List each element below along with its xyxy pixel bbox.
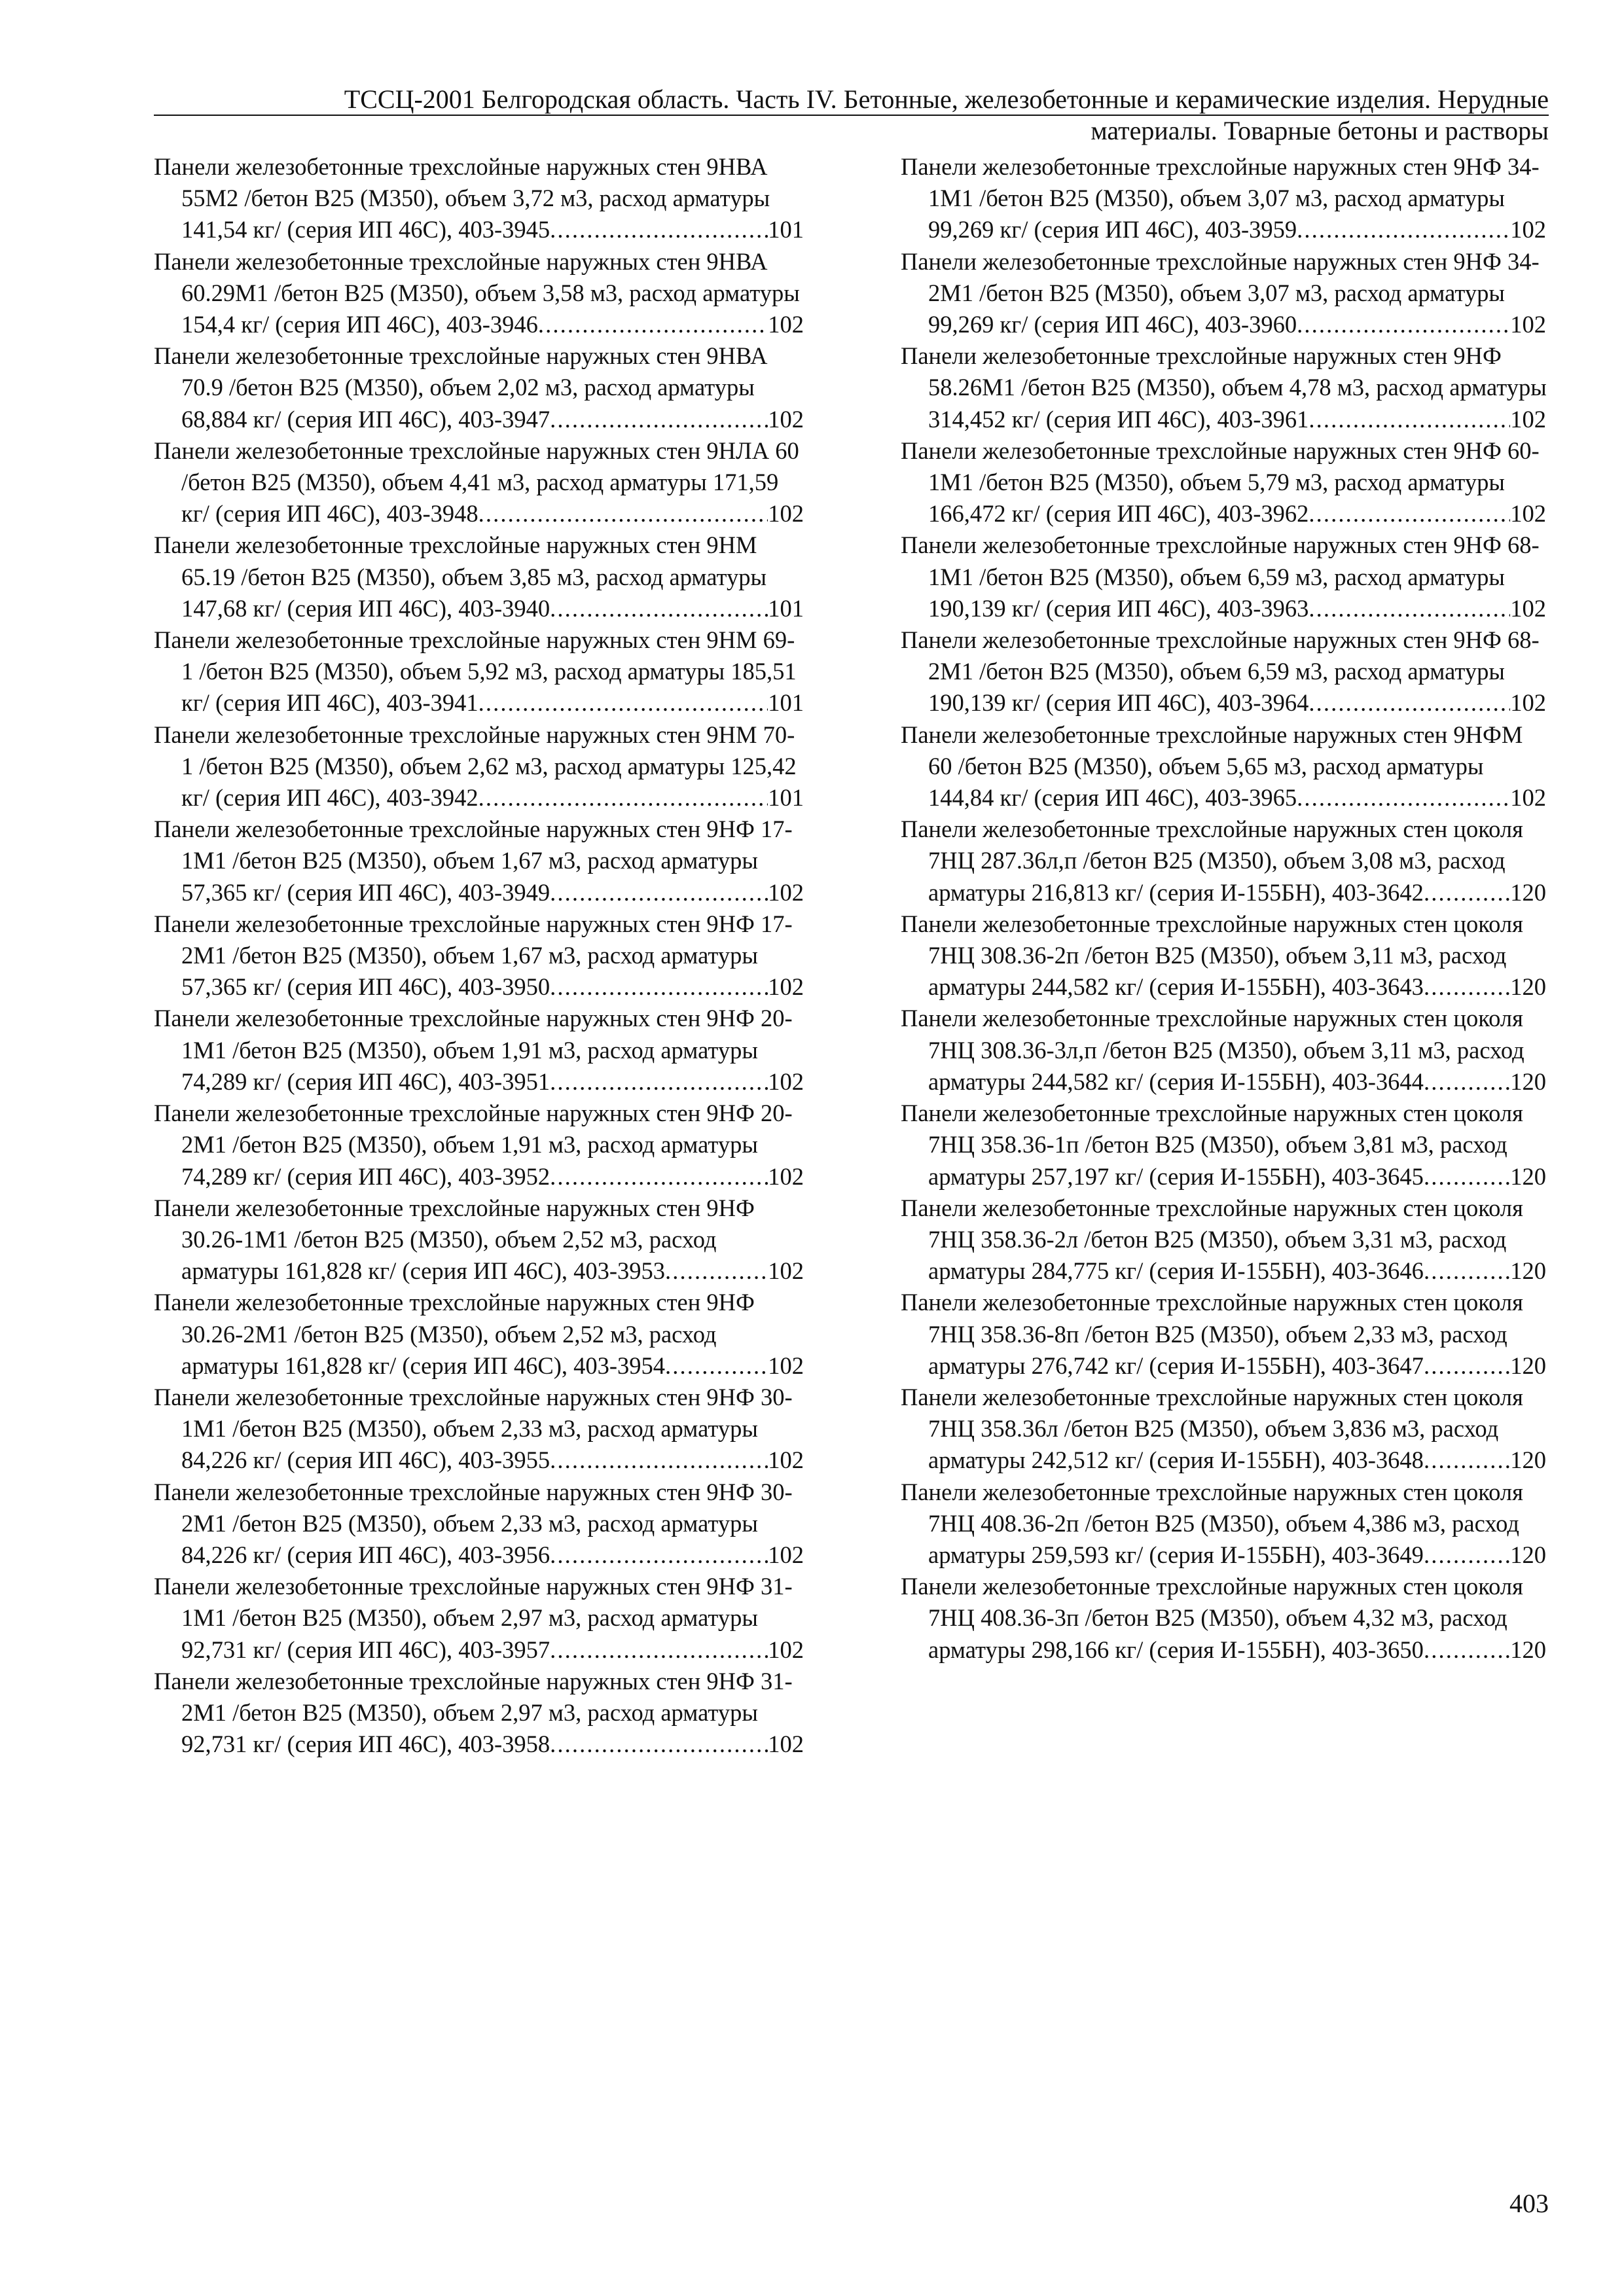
index-entry [901, 814, 1549, 908]
dot-leader [1424, 1161, 1510, 1193]
index-entry [154, 624, 806, 719]
dot-leader [1424, 1634, 1510, 1666]
index-entry [154, 1003, 806, 1098]
index-entry-text: Панели железобетонные трехслойные наружных стен 9НФ 34-2М1 /бетон В25 (М350), объем 3,07 м3, расход арматуры 99,269 кг/ (серия ИП 46С), 403-3960 [901, 247, 1540, 338]
index-entry [901, 719, 1549, 814]
index-entry-page: 102 [768, 1636, 804, 1663]
index-entry-text: Панели железобетонные трехслойные наружных стен 9НФ 34-1М1 /бетон В25 (М350), объем 3,07 м3, расход арматуры 99,269 кг/ (серия ИП 46С), 403-3959 [901, 153, 1540, 243]
index-entry [154, 1666, 806, 1761]
dot-leader [1297, 214, 1510, 245]
dot-leader [1424, 971, 1510, 1003]
index-entry-text: Панели железобетонные трехслойные наружных стен 9НМ 65.19 /бетон В25 (М350), объем 3,85 м3, расход арматуры 147,68 кг/ (серия ИП 46С), 403-3940 [154, 531, 767, 622]
index-entry-page: 102 [1510, 594, 1546, 622]
index-entry [154, 1287, 806, 1382]
index-entry-text: Панели железобетонные трехслойные наружных стен 9НЛА 60 /бетон В25 (М350), объем 4,41 м3, расход арматуры 171,59 кг/ (серия ИП 46С), 403-3948 [154, 437, 799, 528]
page-number: 403 [1509, 2189, 1549, 2218]
index-entry [901, 1003, 1549, 1098]
dot-leader [1308, 404, 1510, 435]
index-entry-page: 102 [768, 1541, 804, 1568]
index-entry [901, 340, 1549, 435]
index-column-left [154, 151, 806, 1760]
index-entry-text: Панели железобетонные трехслойные наружных стен 9НФ 30-1М1 /бетон В25 (М350), объем 2,33 м3, расход арматуры 84,226 кг/ (серия ИП 46С), 403-3955 [154, 1383, 793, 1474]
index-entry-text: Панели железобетонные трехслойные наружных стен 9НФ 17-1М1 /бетон В25 (М350), объем 1,67 м3, расход арматуры 57,365 кг/ (серия ИП 46С), 403-3949 [154, 816, 793, 906]
index-entry-text: Панели железобетонные трехслойные наружных стен 9НФ 20-1М1 /бетон В25 (М350), объем 1,91 м3, расход арматуры 74,289 кг/ (серия ИП 46С), 403-3951 [154, 1005, 793, 1095]
index-entry [154, 246, 806, 341]
dot-leader [665, 1255, 768, 1287]
index-entry [901, 1382, 1549, 1477]
index-entry-page: 101 [768, 784, 804, 812]
index-entry [154, 151, 806, 246]
index-entry [154, 435, 806, 530]
dot-leader [550, 404, 768, 435]
index-entry-text: Панели железобетонные трехслойные наружных стен 9НВА 70.9 /бетон В25 (М350), объем 2,02 м3, расход арматуры 68,884 кг/ (серия ИП 46С), 403-3947 [154, 342, 768, 433]
index-entry-text: Панели железобетонные трехслойные наружных стен цоколя 7НЦ 408.36-2п /бетон В25 (М350), объем 4,386 м3, расход арматуры 259,593 кг/ (серия И-155БН), 403-3649 [901, 1478, 1523, 1568]
index-entry-text: Панели железобетонные трехслойные наружных стен цоколя 7НЦ 408.36-3п /бетон В25 (М350), объем 4,32 м3, расход арматуры 298,166 кг/ (серия И-155БН), 403-3650 [901, 1573, 1523, 1663]
index-entry-text: Панели железобетонные трехслойные наружных стен 9НФ 30-2М1 /бетон В25 (М350), объем 2,33 м3, расход арматуры 84,226 кг/ (серия ИП 46С), 403-3956 [154, 1478, 793, 1568]
index-entry-text: Панели железобетонные трехслойные наружных стен цоколя 7НЦ 308.36-3л,п /бетон В25 (М350), объем 3,11 м3, расход арматуры 244,582 кг/ (серия И-155БН), 403-3644 [901, 1005, 1525, 1095]
index-entry-text: Панели железобетонные трехслойные наружных стен 9НМ 70-1 /бетон В25 (М350), объем 2,62 м3, расход арматуры 125,42 кг/ (серия ИП 46С), 403-3942 [154, 721, 797, 812]
dot-leader [1308, 687, 1510, 719]
index-entry-text: Панели железобетонные трехслойные наружных стен цоколя 7НЦ 358.36-8п /бетон В25 (М350), объем 2,33 м3, расход арматуры 276,742 кг/ (серия И-155БН), 403-3647 [901, 1289, 1523, 1379]
index-entry [901, 908, 1549, 1003]
index-entry [154, 1477, 806, 1571]
index-entry-page: 102 [768, 405, 804, 433]
index-entry-page: 102 [768, 1257, 804, 1285]
index-entry-page: 120 [1510, 1446, 1546, 1474]
dot-leader [1297, 309, 1510, 340]
index-entry [901, 529, 1549, 624]
index-entry [154, 1382, 806, 1477]
running-header-line2: материалы. Товарные бетоны и растворы [1091, 116, 1549, 145]
index-entry-page: 102 [768, 1352, 804, 1379]
dot-leader [1424, 1539, 1510, 1571]
index-entry-text: Панели железобетонные трехслойные наружных стен цоколя 7НЦ 358.36-2л /бетон В25 (М350), объем 3,31 м3, расход арматуры 284,775 кг/ (серия И-155БН), 403-3646 [901, 1194, 1523, 1285]
index-entry-page: 102 [768, 973, 804, 1001]
running-header [154, 84, 1549, 116]
index-entry-text: Панели железобетонные трехслойные наружных стен 9НМ 69-1 /бетон В25 (М350), объем 5,92 м3, расход арматуры 185,51 кг/ (серия ИП 46С), 403-3941 [154, 626, 797, 717]
index-entry-text: Панели железобетонные трехслойные наружных стен 9НФ 30.26-1М1 /бетон В25 (М350), объем 2,52 м3, расход арматуры 161,828 кг/ (серия ИП 46С), 403-3953 [154, 1194, 755, 1285]
index-entry [154, 529, 806, 624]
index-entry-text: Панели железобетонные трехслойные наружных стен 9НВА 60.29М1 /бетон В25 (М350), объем 3,58 м3, расход арматуры 154,4 кг/ (серия ИП 46С), 403-3946 [154, 247, 800, 338]
dot-leader [550, 971, 768, 1003]
index-entry [901, 1287, 1549, 1382]
dot-leader [1424, 1255, 1510, 1287]
index-entry-text: Панели железобетонные трехслойные наружных стен цоколя 7НЦ 308.36-2п /бетон В25 (М350), объем 3,11 м3, расход арматуры 244,582 кг/ (серия И-155БН), 403-3643 [901, 910, 1523, 1001]
index-entry [154, 1571, 806, 1666]
index-entry [154, 814, 806, 908]
index-entry [901, 246, 1549, 341]
dot-leader [550, 1634, 768, 1666]
index-entry-page: 102 [768, 1162, 804, 1190]
index-entry-page: 102 [1510, 311, 1546, 338]
dot-leader [550, 1444, 768, 1476]
dot-leader [550, 1539, 768, 1571]
index-entry-page: 102 [1510, 784, 1546, 812]
index-entry-page: 102 [768, 500, 804, 528]
index-entry-page: 102 [768, 1731, 804, 1758]
dot-leader [550, 593, 768, 624]
index-entry [901, 435, 1549, 530]
dot-leader [550, 1729, 768, 1760]
index-entry-page: 101 [768, 594, 804, 622]
index-entry-text: Панели железобетонные трехслойные наружных стен 9НВА 55М2 /бетон В25 (М350), объем 3,72 м3, расход арматуры 141,54 кг/ (серия ИП 46С), 403-3945 [154, 153, 770, 243]
index-entry-page: 102 [768, 1446, 804, 1474]
index-entry [154, 1098, 806, 1193]
index-entry-text: Панели железобетонные трехслойные наружных стен 9НФ 58.26М1 /бетон В25 (М350), объем 4,78 м3, расход арматуры 314,452 кг/ (серия ИП 46С), 403-3961 [901, 342, 1547, 433]
index-entry-text: Панели железобетонные трехслойные наружных стен цоколя 7НЦ 358.36л /бетон В25 (М350), объем 3,836 м3, расход арматуры 242,512 кг/ (серия И-155БН), 403-3648 [901, 1383, 1523, 1474]
index-entry-text: Панели железобетонные трехслойные наружных стен 9НФМ 60 /бетон В25 (М350), объем 5,65 м3, расход арматуры 144,84 кг/ (серия ИП 46С), 403-3965 [901, 721, 1523, 812]
running-header-continuation [154, 115, 1549, 146]
index-entry-text: Панели железобетонные трехслойные наружных стен 9НФ 17-2М1 /бетон В25 (М350), объем 1,67 м3, расход арматуры 57,365 кг/ (серия ИП 46С), 403-3950 [154, 910, 793, 1001]
index-entry-page: 101 [768, 216, 804, 243]
index-entry-page: 120 [1510, 1636, 1546, 1663]
index-entry-page: 120 [1510, 1257, 1546, 1285]
dot-leader [1308, 498, 1510, 529]
index-entry-text: Панели железобетонные трехслойные наружных стен 9НФ 31-2М1 /бетон В25 (М350), объем 2,97 м3, расход арматуры 92,731 кг/ (серия ИП 46С), 403-3958 [154, 1667, 793, 1758]
dot-leader [1424, 1350, 1510, 1382]
index-entry [154, 340, 806, 435]
dot-leader [665, 1350, 768, 1382]
dot-leader [478, 687, 768, 719]
index-entry-text: Панели железобетонные трехслойные наружных стен 9НФ 60-1М1 /бетон В25 (М350), объем 5,79 м3, расход арматуры 166,472 кг/ (серия ИП 46С), 403-3962 [901, 437, 1540, 528]
index-entry [901, 1098, 1549, 1193]
index-entry-text: Панели железобетонные трехслойные наружных стен 9НФ 31-1М1 /бетон В25 (М350), объем 2,97 м3, расход арматуры 92,731 кг/ (серия ИП 46С), 403-3957 [154, 1573, 793, 1663]
index-entry-page: 120 [1510, 1067, 1546, 1095]
index-entry [901, 1477, 1549, 1571]
index-entry [901, 151, 1549, 246]
index-entry-text: Панели железобетонные трехслойные наружных стен 9НФ 20-2М1 /бетон В25 (М350), объем 1,91 м3, расход арматуры 74,289 кг/ (серия ИП 46С), 403-3952 [154, 1100, 793, 1190]
index-entry-page: 120 [1510, 878, 1546, 906]
dot-leader [1308, 593, 1510, 624]
dot-leader [478, 498, 768, 529]
index-entry [154, 719, 806, 814]
index-entry [901, 1193, 1549, 1287]
index-entry-text: Панели железобетонные трехслойные наружных стен 9НФ 30.26-2М1 /бетон В25 (М350), объем 2,52 м3, расход арматуры 161,828 кг/ (серия ИП 46С), 403-3954 [154, 1289, 755, 1379]
index-entry-page: 102 [768, 878, 804, 906]
index-entry-page: 120 [1510, 973, 1546, 1001]
index-entry-page: 102 [1510, 216, 1546, 243]
index-entry-text: Панели железобетонные трехслойные наружных стен цоколя 7НЦ 287.36л,п /бетон В25 (М350), объем 3,08 м3, расход арматуры 216,813 кг/ (серия И-155БН), 403-3642 [901, 816, 1523, 906]
running-header-line1: ТССЦ-2001 Белгородская область. Часть IV. Бетонные, железобетонные и керамические изделия. Нерудные [344, 84, 1549, 114]
index-entry-page: 102 [768, 1067, 804, 1095]
dot-leader [1424, 1066, 1510, 1098]
dot-leader [1424, 877, 1510, 908]
index-entry [154, 1193, 806, 1287]
index-entry-page: 102 [1510, 405, 1546, 433]
index-entry-page: 101 [768, 689, 804, 717]
index-entry-page: 102 [768, 311, 804, 338]
index-entry [901, 624, 1549, 719]
dot-leader [550, 877, 768, 908]
index-entry-text: Панели железобетонные трехслойные наружных стен цоколя 7НЦ 358.36-1п /бетон В25 (М350), объем 3,81 м3, расход арматуры 257,197 кг/ (серия И-155БН), 403-3645 [901, 1100, 1523, 1190]
index-entry [154, 908, 806, 1003]
index-entry-page: 120 [1510, 1352, 1546, 1379]
index-entry-page: 102 [1510, 689, 1546, 717]
dot-leader [478, 782, 768, 814]
index-entry-text: Панели железобетонные трехслойные наружных стен 9НФ 68-1М1 /бетон В25 (М350), объем 6,59 м3, расход арматуры 190,139 кг/ (серия ИП 46С), 403-3963 [901, 531, 1540, 622]
dot-leader [550, 214, 768, 245]
dot-leader [1424, 1444, 1510, 1476]
index-entry-page: 120 [1510, 1162, 1546, 1190]
dot-leader [1297, 782, 1510, 814]
index-entry-page: 102 [1510, 500, 1546, 528]
index-entry [901, 1571, 1549, 1666]
index-entry-page: 120 [1510, 1541, 1546, 1568]
dot-leader [550, 1066, 768, 1098]
dot-leader [550, 1161, 768, 1193]
dot-leader [538, 309, 768, 340]
index-entry-text: Панели железобетонные трехслойные наружных стен 9НФ 68-2М1 /бетон В25 (М350), объем 6,59 м3, расход арматуры 190,139 кг/ (серия ИП 46С), 403-3964 [901, 626, 1540, 717]
index-column-right [901, 151, 1549, 1666]
